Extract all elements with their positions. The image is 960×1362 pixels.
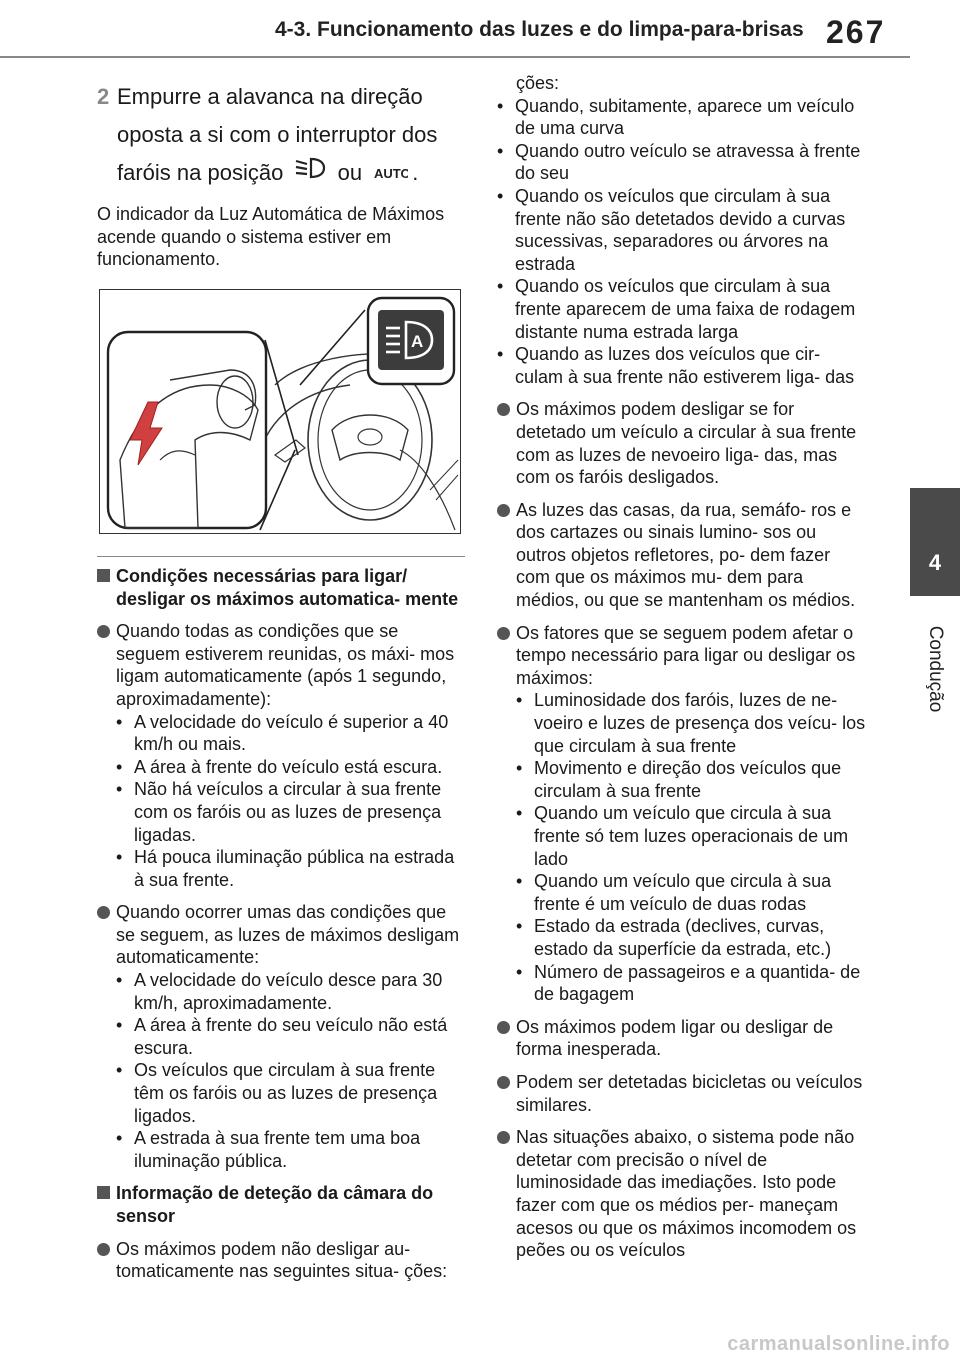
list-item: • A velocidade do veículo é superior a 40 km/h ou mais. — [116, 711, 449, 755]
round-bullet-icon — [97, 906, 110, 919]
continued-text: ções: — [516, 73, 560, 93]
section1-heading: Condições necessárias para ligar/ desligar os máximos automatica- mente — [97, 565, 467, 610]
list-item: • Há pouca iluminação pública na estrada à sua frente. — [116, 847, 455, 890]
list-item: • Quando os veículos que circulam à sua frente aparecem de uma faixa de rodagem distante numa estrada larga — [497, 276, 856, 342]
round-bullet-icon — [497, 1076, 510, 1089]
bullet-text: Quando ocorrer umas das condições que se seguem, as luzes de máximos desligam automaticamente: — [116, 902, 460, 968]
round-bullet-icon — [97, 1243, 110, 1256]
intro-paragraph: O indicador da Luz Automática de Máximos acende quando o sistema estiver em funcionamento. — [97, 204, 445, 270]
svg-text:A: A — [411, 331, 424, 351]
section2-bullet-5: Os máximos podem ligar ou desligar de forma inesperada. — [497, 1016, 867, 1061]
list-item: • Os veículos que circulam à sua frente têm os faróis ou as luzes de presença ligados. — [116, 1060, 438, 1126]
list-item: • Quando um veículo que circula à sua frente só tem luzes operacionais de um lado — [516, 803, 849, 869]
list-item: • Movimento e direção dos veículos que circulam à sua frente — [516, 758, 842, 801]
bullet-text: Os fatores que se seguem podem afetar o tempo necessário para ligar ou desligar os máximos: — [516, 622, 856, 688]
step-number: 2 — [97, 84, 110, 109]
watermark: carmanualsonline.info — [727, 1333, 950, 1355]
round-bullet-icon — [497, 504, 510, 517]
headlight-icon — [293, 155, 327, 193]
left-column — [97, 78, 467, 1293]
list-item: • Luminosidade dos faróis, luzes de ne- voeiro e luzes de presença dos veícu- los que circulam à sua frente — [516, 690, 866, 756]
section2-bullet-7: Nas situações abaixo, o sistema pode não detetar com precisão o nível de luminosidade das imediações. Isto pode fazer com que os médios per- maneçam acesos ou que os máximos incomodem os peões ou os veículos — [497, 1126, 867, 1262]
list-item: • Quando as luzes dos veículos que cir- culam à sua frente não estiverem liga- das — [497, 344, 855, 387]
round-bullet-icon — [97, 625, 110, 638]
list-item: • Quando, subitamente, aparece um veículo de uma curva — [497, 95, 855, 139]
section2-bullet-2: Os máximos podem desligar se for detetado um veículo a circular à sua frente com as luzes de nevoeiro liga- das, mas com os faróis desligados. — [497, 398, 867, 488]
section-header-title: 4-3. Funcionamento das luzes e do limpa-para-brisas — [275, 18, 804, 41]
square-bullet-icon — [97, 1186, 110, 1199]
list-item: • A área à frente do veículo está escura. — [116, 756, 443, 777]
section2-bullet-3: As luzes das casas, da rua, semáfo- ros e dos cartazes ou sinais lumino- sos ou outros objetos refletores, po- dem fazer com que os máximos mu- dem para médios, ou que se mantenham os médios. — [497, 499, 867, 612]
section2-bullet-6: Podem ser detetadas bicicletas ou veículos similares. — [497, 1071, 867, 1116]
round-bullet-icon — [497, 403, 510, 416]
step-connector: ou — [337, 160, 363, 185]
step-end: . — [412, 160, 419, 185]
square-bullet-icon — [97, 569, 110, 582]
section1-bullet-2 — [97, 901, 467, 1172]
bullet-text: Quando todas as condições que se seguem estiverem reunidas, os máxi- mos ligam automaticamente (após 1 segundo, aproximadamente): — [116, 621, 455, 709]
round-bullet-icon — [497, 1131, 510, 1144]
list-item: • Estado da estrada (declives, curvas, estado da superfície da estrada, etc.) — [516, 916, 832, 959]
round-bullet-icon — [497, 627, 510, 640]
list-item: • Quando outro veículo se atravessa à frente do seu — [497, 140, 861, 184]
section2-heading: Informação de deteção da câmara do sensor — [97, 1182, 467, 1227]
list-item: • Número de passageiros e a quantida- de de bagagem — [516, 961, 861, 1005]
list-item: • Não há veículos a circular à sua frente com os faróis ou as luzes de presença ligadas. — [116, 779, 442, 845]
right-column — [497, 72, 867, 1272]
section-divider — [97, 556, 465, 557]
bullet-text: Os máximos podem não desligar au- tomaticamente nas seguintes situa- ções: — [116, 1238, 448, 1282]
list-item: • A área à frente do seu veículo não está escura. — [116, 1015, 448, 1058]
page-number: 267 — [826, 14, 886, 50]
auto-icon — [372, 155, 408, 193]
step-2 — [97, 78, 467, 193]
list-item: • A velocidade do veículo desce para 30 km/h, aproximadamente. — [116, 970, 443, 1013]
section2-bullet-1-start — [97, 1238, 467, 1283]
chapter-label: Condução — [925, 625, 946, 713]
list-item: • Quando os veículos que circulam à sua frente não são detetados devido a curvas sucessivas, separadores ou árvores na estrada — [497, 185, 846, 274]
list-item: • A estrada à sua frente tem uma boa iluminação pública. — [116, 1128, 421, 1171]
lever-illustration — [99, 289, 461, 534]
chapter-tab[interactable]: 4 — [910, 488, 960, 596]
section2-bullet-4 — [497, 622, 867, 1006]
step-text: Empurre a alavanca na direção oposta a si com o interruptor dos faróis na posição — [117, 84, 438, 185]
round-bullet-icon — [497, 1021, 510, 1034]
section1-bullet-1 — [97, 620, 467, 891]
svg-text:AUTO: AUTO — [374, 166, 409, 182]
list-item: • Quando um veículo que circula à sua frente é um veículo de duas rodas — [516, 871, 832, 914]
